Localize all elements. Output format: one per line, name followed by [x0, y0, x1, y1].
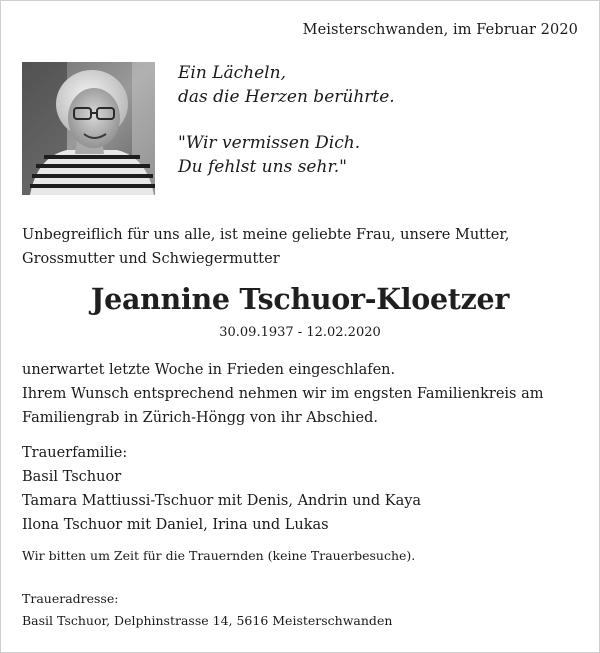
family-heading: Trauerfamilie:: [22, 445, 128, 461]
body-line: unerwartet letzte Woche in Frieden eingeschlafen.: [22, 362, 396, 378]
address-heading: Traueradresse:: [22, 591, 119, 606]
quote-line: "Wir vermissen Dich.: [178, 133, 361, 153]
family-list: [22, 441, 421, 537]
intro-line: Unbegreiflich für uns alle, ist meine geliebte Frau, unsere Mutter,: [22, 227, 510, 243]
quote-line: Ein Lächeln,: [178, 63, 286, 83]
family-member: Basil Tschuor: [22, 469, 122, 485]
body-line: Familiengrab in Zürich-Höngg von ihr Abschied.: [22, 410, 379, 426]
address-line: Basil Tschuor, Delphinstrasse 14, 5616 Meisterschwanden: [22, 613, 393, 628]
family-member: Tamara Mattiussi-Tschuor mit Denis, Andrin und Kaya: [22, 493, 422, 509]
portrait-photo: [22, 62, 155, 195]
quote-line: das die Herzen berührte.: [178, 87, 395, 107]
body-text: [22, 358, 544, 430]
mourning-address: [22, 588, 392, 632]
place-date: Meisterschwanden, im Februar 2020: [302, 22, 578, 38]
family-member: Ilona Tschuor mit Daniel, Irina und Lukas: [22, 517, 329, 533]
request-note: Wir bitten um Zeit für die Trauernden (keine Trauerbesuche).: [22, 548, 416, 563]
intro-line: Grossmutter und Schwiegermutter: [22, 251, 280, 267]
quote-miss-you: [178, 131, 360, 179]
body-line: Ihrem Wunsch entsprechend nehmen wir im engsten Familienkreis am: [22, 386, 544, 402]
quote-smile: [178, 61, 395, 109]
life-dates: 30.09.1937 - 12.02.2020: [219, 325, 381, 340]
quote-line: Du fehlst uns sehr.": [178, 157, 347, 177]
deceased-name: Jeannine Tschuor-Kloetzer: [90, 282, 510, 316]
intro-text: [22, 223, 509, 271]
